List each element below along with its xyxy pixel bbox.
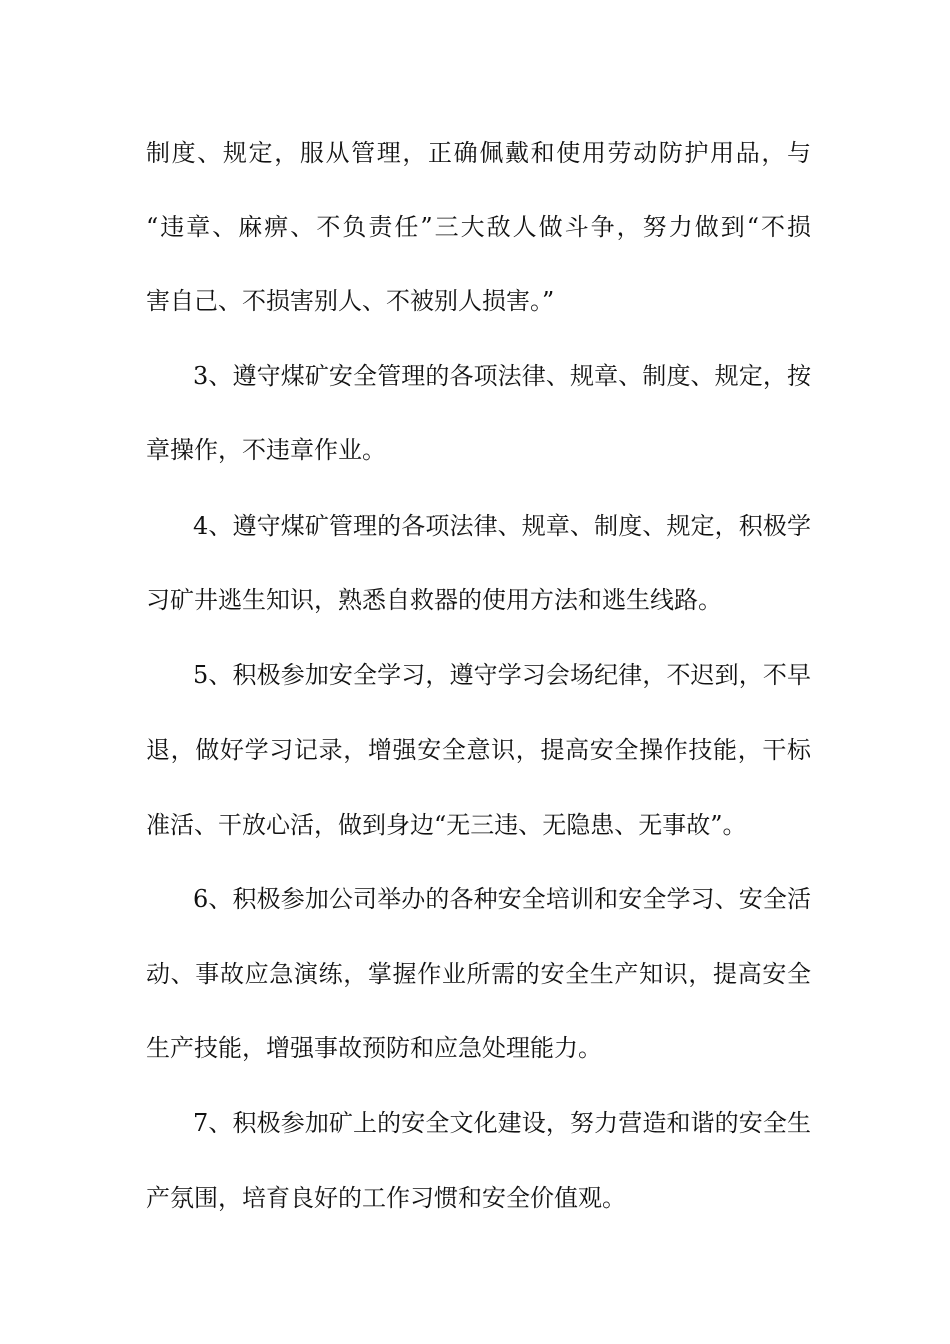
paragraph-line: 生产技能，增强事故预防和应急处理能力。 bbox=[146, 1034, 602, 1062]
paragraph-line: 习矿井逃生知识，熟悉自救器的使用方法和逃生线路。 bbox=[146, 586, 722, 614]
paragraph-line: 准活、干放心活，做到身边“无三违、无隐患、无事故”。 bbox=[146, 811, 747, 839]
paragraph-line: 7、积极参加矿上的安全文化建设，努力营造和谐的安全生 bbox=[193, 1109, 811, 1137]
paragraph-line: 动、事故应急演练，掌握作业所需的安全生产知识，提高安全 bbox=[146, 960, 811, 988]
paragraph-line: 3、遵守煤矿安全管理的各项法律、规章、制度、规定，按 bbox=[193, 362, 811, 390]
paragraph-line: 6、积极参加公司举办的各种安全培训和安全学习、安全活 bbox=[193, 885, 811, 913]
paragraph-line: 产氛围，培育良好的工作习惯和安全价值观。 bbox=[146, 1184, 626, 1212]
paragraph-line: 制度、规定，服从管理，正确佩戴和使用劳动防护用品，与 bbox=[146, 139, 811, 167]
paragraph-line: 退，做好学习记录，增强安全意识，提高安全操作技能，干标 bbox=[146, 736, 811, 764]
paragraph-line: 章操作，不违章作业。 bbox=[146, 436, 386, 464]
paragraph-line: “违章、麻痹、不负责任”三大敌人做斗争，努力做到“不损 bbox=[146, 213, 811, 241]
paragraph-line: 5、积极参加安全学习，遵守学习会场纪律，不迟到，不早 bbox=[193, 661, 811, 689]
paragraph-line: 害自己、不损害别人、不被别人损害。” bbox=[146, 287, 555, 315]
paragraph-line: 4、遵守煤矿管理的各项法律、规章、制度、规定，积极学 bbox=[193, 512, 811, 540]
